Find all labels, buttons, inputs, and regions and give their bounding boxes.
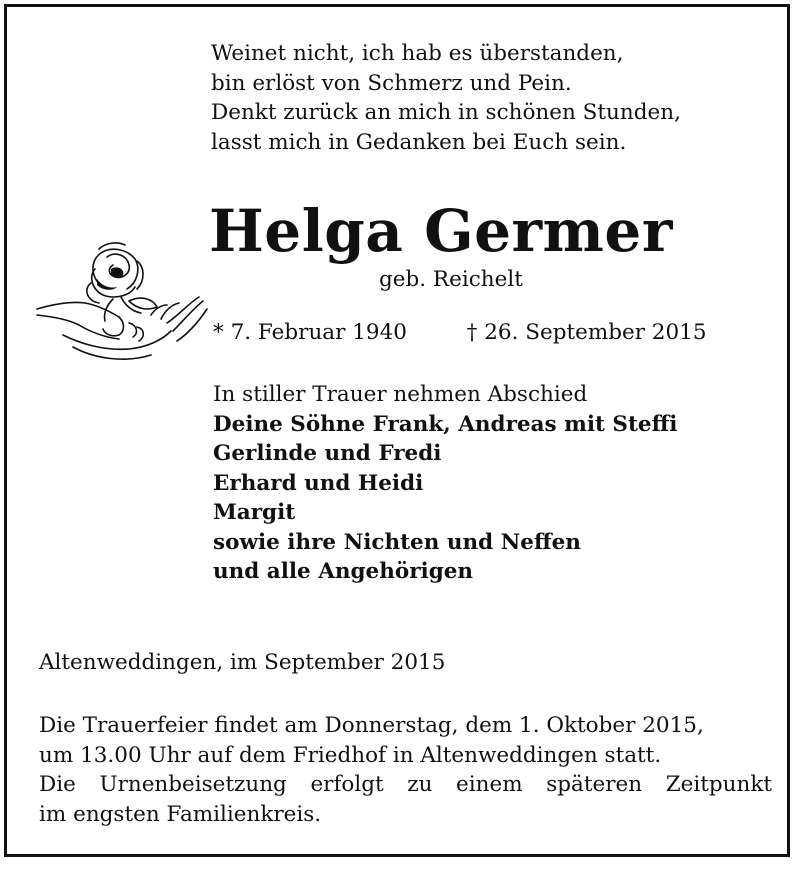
mourner-line: Erhard und Heidi — [213, 470, 424, 496]
obituary-notice — [4, 4, 790, 857]
mourner-line: und alle Angehörigen — [213, 559, 474, 584]
poem-line: lasst mich in Gedanken bei Euch sein. — [211, 129, 627, 155]
mourners-intro: In stiller Trauer nehmen Abschied — [213, 382, 588, 407]
poem-line: Denkt zurück an mich in schönen Stunden, — [211, 100, 681, 125]
mourner-line: Gerlinde und Fredi — [213, 441, 442, 466]
mourner-line: Margit — [213, 500, 296, 525]
mourner-line: sowie ihre Nichten und Neffen — [213, 529, 581, 555]
maiden-name: geb. Reichelt — [379, 267, 523, 292]
life-dates — [213, 318, 707, 348]
ceremony-line: Die Trauerfeier findet am Donnerstag, dem 1. Oktober 2015, — [39, 713, 704, 738]
place-date: Altenweddingen, im September 2015 — [39, 650, 446, 675]
mourner-line: Deine Söhne Frank, Andreas mit Steffi — [213, 411, 678, 437]
birth-date: * 7. Februar 1940 — [213, 320, 407, 345]
poem-line: bin erlöst von Schmerz und Pein. — [211, 70, 572, 96]
rose-in-hands-icon — [33, 239, 209, 371]
ceremony-line: Die Urnenbeisetzung erfolgt zu einem späteren Zeitpunkt — [39, 772, 772, 797]
ceremony-info — [39, 711, 772, 829]
poem — [211, 39, 681, 157]
ceremony-line: um 13.00 Uhr auf dem Friedhof in Altenweddingen statt. — [39, 742, 662, 768]
death-date: † 26. September 2015 — [466, 320, 707, 345]
ceremony-line: im engsten Familienkreis. — [39, 801, 322, 827]
deceased-name: Helga Germer — [209, 197, 673, 265]
poem-line: Weinet nicht, ich hab es überstanden, — [211, 41, 624, 66]
mourners-block — [213, 380, 677, 587]
